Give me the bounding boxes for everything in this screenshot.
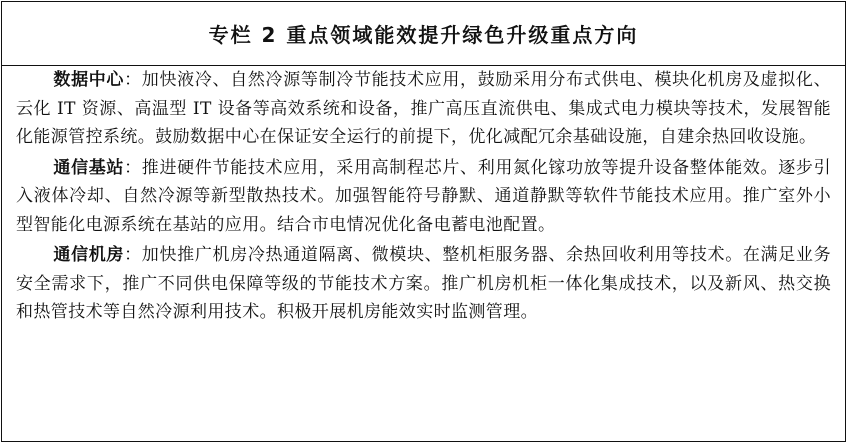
- section-data-center: [16, 66, 831, 152]
- section-separator: ：: [124, 157, 142, 178]
- section-text: 加快推广机房冷热通道隔离、微模块、整机柜服务器、余热回收利用等技术。在满足业务安全需求下，推广不同供电保障等级的节能技术方案。推广机房机柜一体化集成技术，以及新风、热交换和热管技术等自然冷源利用技术。积极开展机房能效实时监测管理。: [16, 245, 831, 322]
- title-row: [2, 2, 845, 66]
- section-equipment-room: [16, 241, 831, 327]
- section-label: 数据中心: [53, 70, 125, 90]
- section-separator: ：: [124, 245, 142, 265]
- section-label: 通信基站: [53, 157, 125, 178]
- section-separator: ：: [124, 70, 142, 90]
- column-box: [1, 1, 846, 442]
- box-body: [16, 66, 831, 327]
- section-base-station: [16, 154, 831, 240]
- section-text: 加快液冷、自然冷源等制冷节能技术应用，鼓励采用分布式供电、模块化机房及虚拟化、云化 IT 资源、高温型 IT 设备等高效系统和设备，推广高压直流供电、集成式电力模块等技术，发展智能化能源管控系统。鼓励数据中心在保证安全运行的前提下，优化减配冗余基础设施，自建余热回收设施。: [16, 70, 831, 147]
- section-label: 通信机房: [53, 245, 125, 265]
- section-text: 推进硬件节能技术应用，采用高制程芯片、利用氮化镓功放等提升设备整体能效。逐步引入液体冷却、自然冷源等新型散热技术。加强智能符号静默、通道静默等软件节能技术应用。推广室外小型智能化电源系统在基站的应用。结合市电情况优化备电蓄电池配置。: [16, 157, 831, 235]
- box-title: 专栏 2 重点领域能效提升绿色升级重点方向: [208, 23, 639, 47]
